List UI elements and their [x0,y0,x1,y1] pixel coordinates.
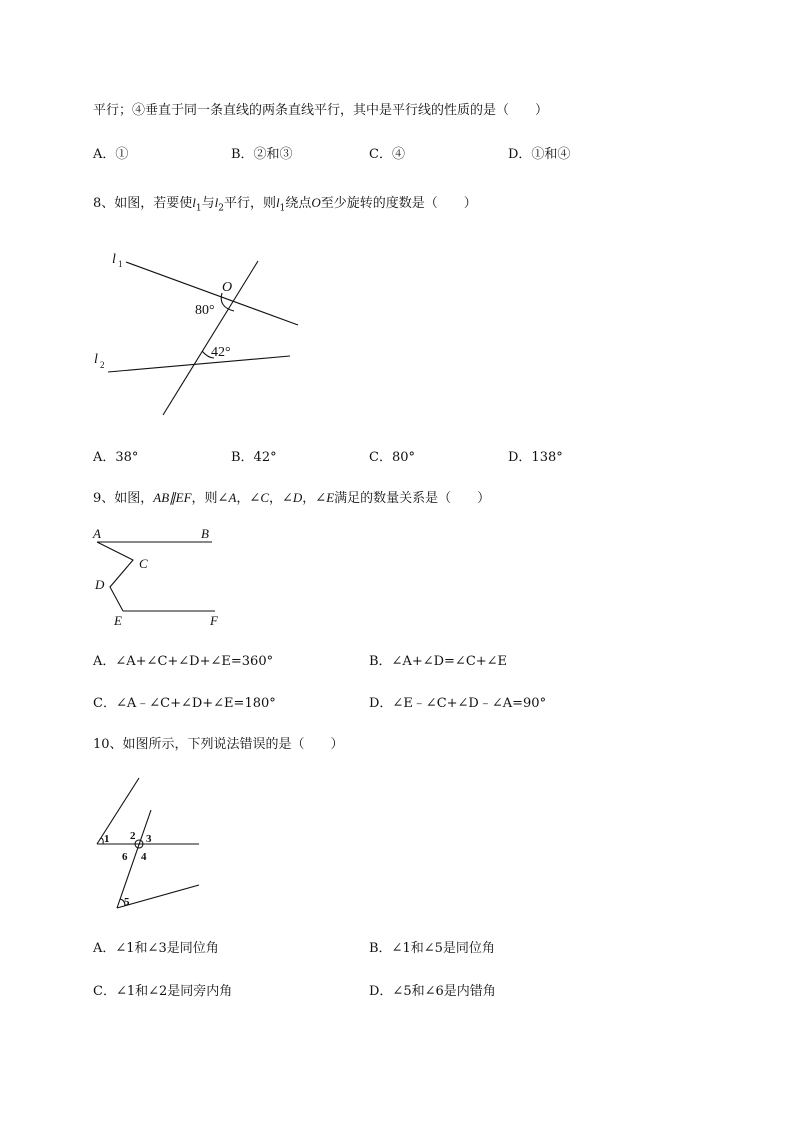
q8-stem-l1-sub: 1 [195,203,202,214]
q8-stem-l2-sub: 2 [218,203,225,214]
q9-stem-d: D [292,490,303,505]
q10-stem: 10、如图所示，下列说法错误的是（ ） [93,737,344,752]
q10-option-a: A．∠1和∠3是同位角 [93,941,219,956]
q8-label-l2: l [94,352,98,367]
q10-figure [90,775,210,915]
q9-option-c: C．∠A﹣∠C+∠D+∠E=180° [93,696,276,711]
q8-stem-mid: 与 [201,196,215,211]
q9-label-F: F [210,613,218,628]
q9-stem-mid: ，则∠ [191,491,229,506]
q9-stem-s2: ，∠ [268,491,293,506]
q9-stem-suffix: 满足的数量关系是（ ） [334,491,491,506]
q10-label-1: 1 [104,833,110,845]
q8-line-l2 [108,356,290,372]
q7-option-c: C．④ [369,147,405,162]
q7-option-a: A．① [93,147,129,162]
q9-option-b: B．∠A+∠D=∠C+∠E [369,654,508,669]
q8-stem-suffix: 至少旋转的度数是（ ） [320,196,477,211]
q8-stem-l2: l [214,195,219,210]
q8-option-c: C．80° [369,450,415,465]
q9-stem-prefix: 9、如图， [93,491,154,506]
q8-stem-mid2: 平行，则 [224,196,277,211]
q8-label-42deg: 42° [211,345,231,360]
q7-option-d: D．①和④ [508,147,571,162]
q7-stem-tail: 平行；④垂直于同一条直线的两条直线平行，其中是平行线的性质的是（ ） [93,103,549,118]
q10-option-c: C．∠1和∠2是同旁内角 [93,984,233,999]
q10-option-b: B．∠1和∠5是同位角 [369,941,495,956]
q9-option-a: A．∠A+∠C+∠D+∠E=360° [93,654,274,669]
q8-stem-mid3: 绕点 [285,196,312,211]
q8-label-l1: l [112,252,116,267]
q8-stem-l1b: l [276,195,280,210]
q8-label-l1-sub: 1 [118,259,123,269]
q8-transversal [163,261,258,415]
q8-stem [93,192,477,214]
q9-stem-cond: AB∥EF [153,490,192,505]
q8-label-80deg: 80° [195,303,215,318]
q9-stem-s1: ，∠ [236,491,261,506]
q8-stem-point: O [311,195,321,210]
q8-option-d: D．138° [508,450,563,465]
q10-arc-1 [101,838,103,844]
q9-label-D: D [95,577,105,592]
q8-label-l2-sub: 2 [100,360,105,370]
q8-option-b: B．42° [231,450,277,465]
q9-label-A: A [93,526,101,541]
q9-stem-s3: ，∠ [302,491,327,506]
q10-label-2: 2 [130,830,136,842]
q8-figure [90,245,310,420]
q10-label-5: 5 [124,896,130,908]
q9-stem-a: A [228,490,237,505]
q9-figure [90,525,230,630]
q10-option-d: D．∠5和∠6是内错角 [369,984,496,999]
q8-stem-l1: l [192,195,196,210]
q9-stem [93,487,490,506]
q10-label-6: 6 [122,851,128,863]
q7-option-b: B．②和③ [231,147,293,162]
q8-stem-l1b-sub: 1 [279,203,286,214]
q8-stem-prefix: 8、如图，若要使 [93,196,193,211]
q9-option-d: D．∠E﹣∠C+∠D﹣∠A=90° [369,696,547,711]
q9-label-E: E [114,613,122,628]
q9-stem-c: C [260,490,269,505]
q9-stem-e: E [326,490,335,505]
q10-label-4: 4 [141,851,147,863]
q10-label-3: 3 [146,833,152,845]
q8-label-O: O [222,280,233,295]
q9-label-C: C [139,556,148,571]
q8-option-a: A．38° [93,450,139,465]
q9-label-B: B [201,526,209,541]
